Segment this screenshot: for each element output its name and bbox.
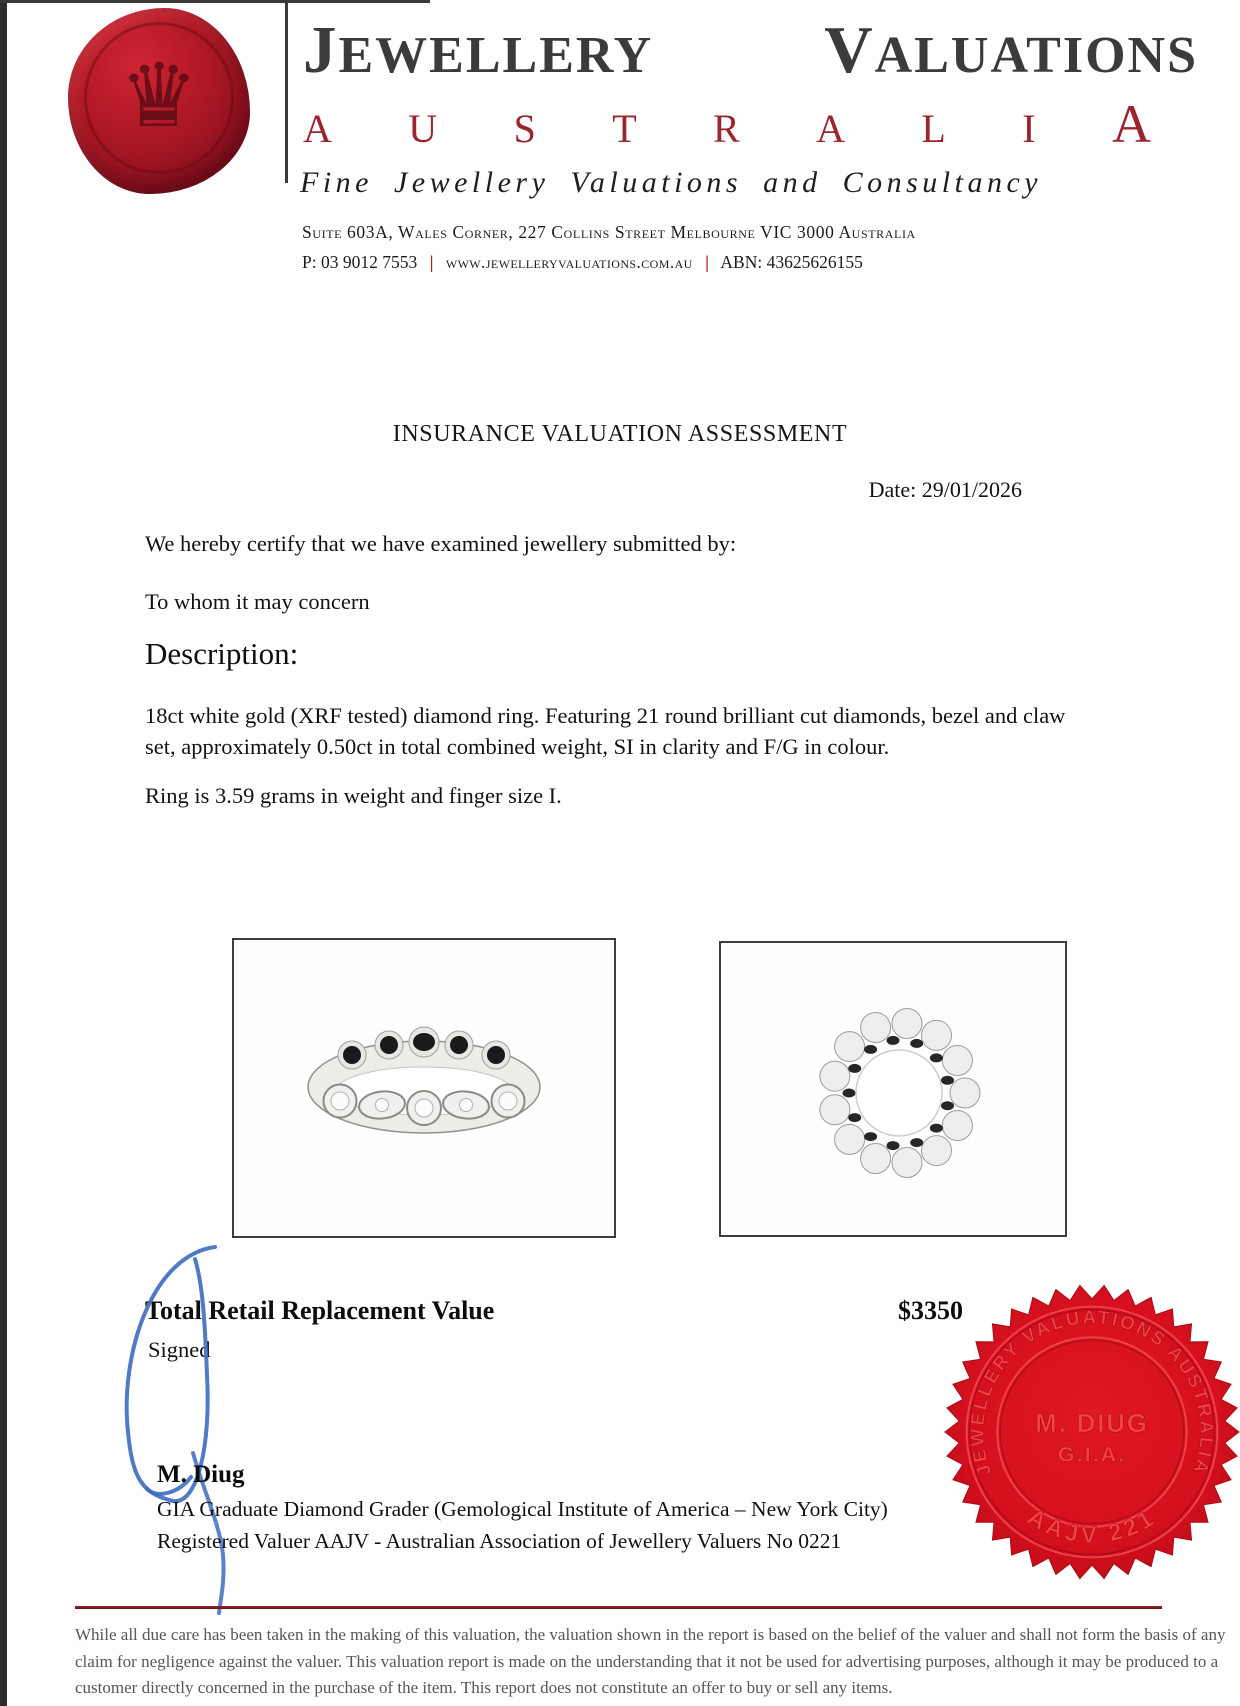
embossed-red-seal (944, 1284, 1240, 1580)
footer-line: customer directly concerned in the purchase of the item. This report does not constitute an offer to buy or sell any items. (75, 1678, 893, 1697)
certify-line: We hereby certify that we have examined jewellery submitted by: (145, 531, 737, 556)
abn-number: ABN: 43625626155 (720, 252, 863, 272)
seal-ring-text-bottom: AAJV 221 (1022, 1504, 1162, 1549)
brand-tagline: Fine Jewellery Valuations and Consultancy (300, 166, 1043, 199)
seal-ring-text-top: JEWELLERY VALUATIONS AUSTRALIA (966, 1306, 1218, 1479)
scan-edge-left (0, 0, 7, 1706)
brand-title (303, 4, 1198, 102)
footer-line: claim for negligence against the valuer. This valuation report is made on the understanding that it not be used for advertising purposes, although it may be produced to a (75, 1651, 1219, 1671)
brand-title-word-1: JEWELLERY (303, 13, 654, 87)
addressee-line: To whom it may concern (145, 589, 370, 614)
valuer-name: M. Diug (157, 1461, 245, 1488)
description-body: 18ct white gold (XRF tested) diamond ring. Featuring 21 round brilliant cut diamonds, bezel and claw set, approximately 0.50ct in total combined weight, SI in clarity and F/G in colour. (145, 703, 1066, 759)
brand-country: A U S T R A L I A (303, 94, 1151, 154)
scan-edge-top (0, 0, 430, 3)
separator-pipe: | (429, 252, 434, 272)
brand-address: Suite 603A, Wales Corner, 227 Collins Street Melbourne VIC 3000 Australia (302, 222, 916, 242)
seal-center-gia: G.I.A. (1057, 1441, 1127, 1467)
website-url: www.jewelleryvaluations.com.au (445, 252, 693, 272)
separator-pipe: | (705, 252, 709, 272)
document-date: Date: 29/01/2026 (868, 477, 1022, 502)
weight-line: Ring is 3.59 grams in weight and finger size I. (145, 783, 562, 808)
ring-top-illustration (809, 998, 989, 1188)
footer-line: While all due care has been taken in the making of this valuation, the valuation shown in the report is based on the belief of the valuer and shall not form the basis of any (75, 1625, 1226, 1644)
ring-photo-top-view (719, 941, 1067, 1237)
wax-seal-logo (68, 8, 250, 194)
header-divider (285, 0, 288, 183)
valuer-credential-gia: GIA Graduate Diamond Grader (Gemological Institute of America – New York City) (157, 1497, 888, 1521)
replacement-value-amount: $3350 (898, 1296, 963, 1325)
document-heading: INSURANCE VALUATION ASSESSMENT (392, 421, 848, 447)
brand-title-word-2: VALUATIONS (824, 13, 1198, 87)
description-heading: Description: (145, 636, 299, 671)
footer-disclaimer (75, 1622, 1226, 1702)
replacement-value-label: Total Retail Replacement Value (145, 1296, 495, 1325)
seal-center-name: M. DIUG (1035, 1410, 1149, 1438)
footer-rule (75, 1606, 1162, 1609)
ring-photo-side-view (232, 938, 616, 1238)
valuer-signature (95, 1225, 255, 1617)
phone-number: P: 03 9012 7553 (302, 252, 418, 272)
signed-label: Signed (148, 1337, 211, 1362)
brand-contact-line (302, 252, 863, 273)
ring-side-illustration (294, 1025, 554, 1145)
ring-hole (856, 1050, 942, 1136)
valuer-credential-aajv: Registered Valuer AAJV - Australian Association of Jewellery Valuers No 0221 (157, 1529, 842, 1553)
crown-icon: ♛ (119, 44, 199, 147)
